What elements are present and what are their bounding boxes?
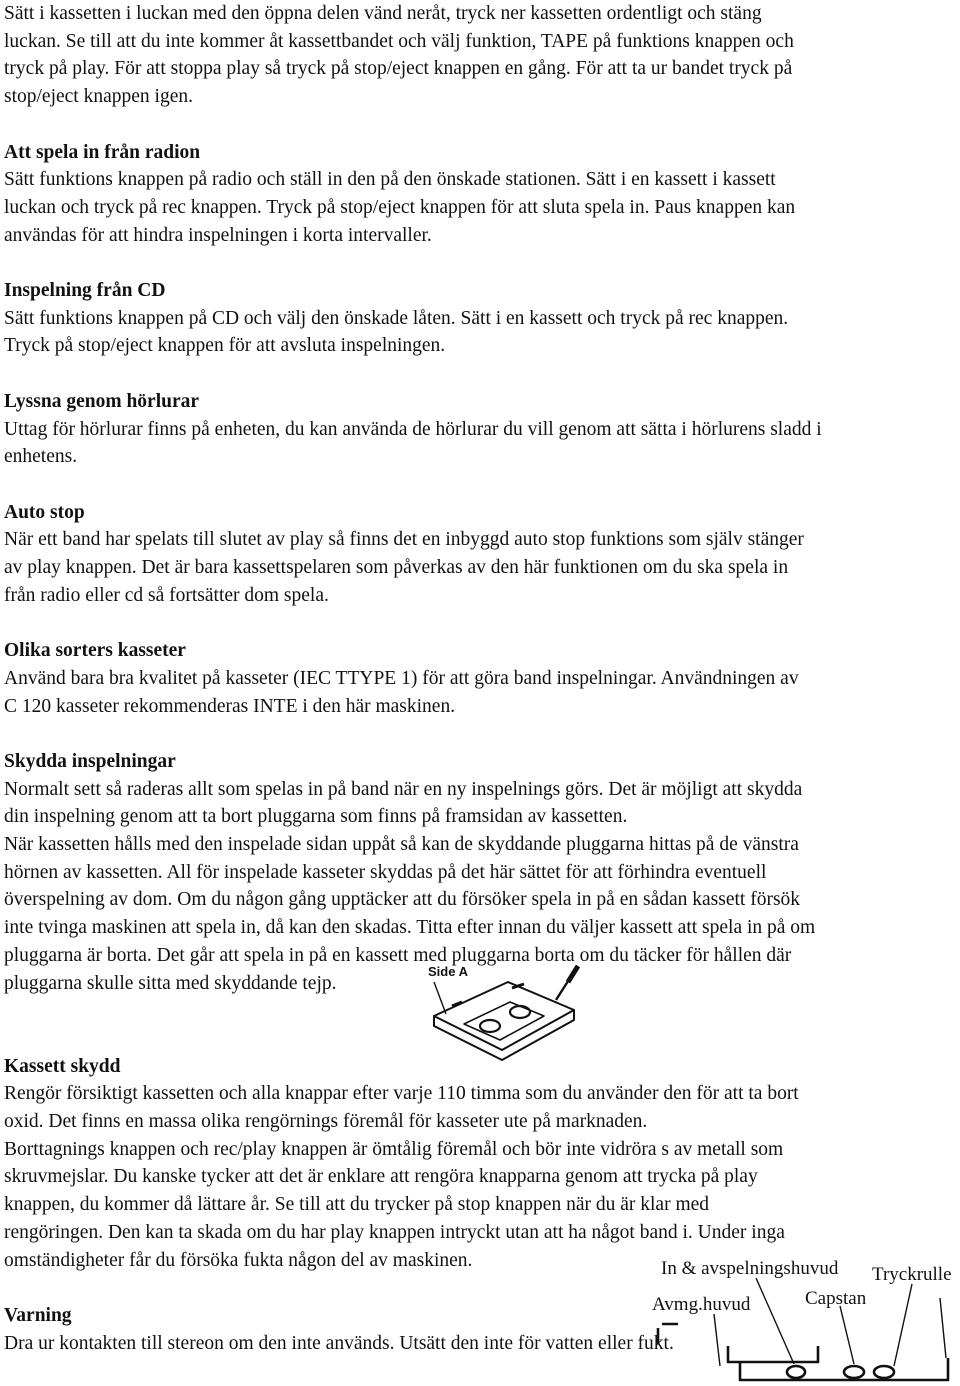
label-pinch-roller: Tryckrulle	[872, 1264, 952, 1285]
section-line: oxid. Det finns en massa olika rengörnings föremål för kasseter ute på marknaden.	[4, 1111, 648, 1132]
section-line: C 120 kasseter rekommenderas INTE i den här maskinen.	[4, 695, 456, 717]
erase-head-bracket	[658, 1324, 678, 1344]
section-line: Sätt funktions knappen på radio och ställ in den på den önskade stationen. Sätt i en kassett i kassett	[4, 169, 776, 191]
section-heading: Att spela in från radion	[4, 141, 201, 163]
cassette-reel-right	[510, 1006, 530, 1018]
section-heading: Kassett skydd	[4, 1055, 121, 1077]
label-record-playback-head: In & avspelningshuvud	[661, 1258, 839, 1279]
section-heading: Skydda inspelningar	[4, 750, 176, 772]
section-line: När ett band har spelats till slutet av play så finns det en inbyggd auto stop funktions som själv stänger	[4, 529, 804, 551]
pointer-pinch-roller	[894, 1284, 912, 1366]
intro-line: stop/eject knappen igen.	[4, 86, 193, 108]
plug-pointer-line	[434, 982, 446, 1014]
section-heading: Varning	[4, 1304, 72, 1326]
section-line: användas för att hindra inspelningen i korta intervaller.	[4, 224, 432, 246]
spacer	[4, 111, 956, 139]
spacer	[4, 720, 956, 748]
cassette-edge	[434, 1010, 574, 1060]
section-line: hörnen av kassetten. All för inspelade kasseter skyddas på det här sättet för att förhindra eventuell	[4, 861, 767, 883]
spacer	[4, 360, 956, 388]
section-line: av play knappen. Det är bara kassettspelaren som påverkas av den här funktionen om du ska spela in	[4, 557, 789, 578]
section-line: pluggarna är borta. Det går att spela in på en kassett med pluggarna borta om du täcker för hållen där	[4, 944, 792, 966]
section-line: inte tvinga maskinen att spela in, då kan den skadas. Titta efter innan du väljer kassett att spela in på om	[4, 917, 816, 939]
section-line: Dra ur kontakten till stereon om den inte används. Utsätt den inte för vatten eller fukt.	[4, 1332, 674, 1354]
section-line: luckan och tryck på rec knappen. Tryck på stop/eject knappen för att sluta spela in. Paus knappen kan	[4, 196, 796, 218]
section-line: Sätt funktions knappen på CD och välj den önskade låten. Sätt i en kassett och tryck på rec knappen.	[4, 307, 789, 329]
section-line: Tryck på stop/eject knappen för att avsluta inspelningen.	[4, 335, 446, 357]
manual-page	[4, 0, 956, 1357]
record-head-housing	[728, 1346, 818, 1362]
section-line: Använd bara bra kvalitet på kasseter (IEC TTYPE 1) för att göra band inspelningar. Användningen av	[4, 667, 799, 689]
spacer	[4, 249, 956, 277]
section-line: enhetens.	[4, 446, 78, 468]
section-line: knappen, du kommer då lättare år. Se till att du trycker på stop knappen när du är klar med	[4, 1194, 710, 1216]
section-line: Normalt sett så raderas allt som spelas in på band när en ny inspelnings görs. Det är möjligt att skydda	[4, 778, 803, 800]
intro-paragraph	[4, 0, 956, 111]
section-line: När kassetten hålls med den inspelade sidan uppåt så kan de skyddande pluggarna hittas på de vänstra	[4, 834, 799, 855]
section-line: pluggarna skulle sitta med skyddande tejp.	[4, 972, 337, 994]
spacer	[4, 471, 956, 499]
capstan-shape	[844, 1366, 864, 1378]
cassette-reel-left	[480, 1020, 500, 1032]
intro-line: luckan. Se till att du inte kommer åt kassettbandet och välj funktion, TAPE på funktions knappen och	[4, 30, 794, 52]
pointer-erase-head	[714, 1314, 720, 1366]
section-record-cd	[4, 277, 956, 360]
section-auto-stop	[4, 499, 956, 610]
pointer-capstan	[840, 1306, 854, 1364]
spacer	[4, 609, 956, 637]
section-record-radio	[4, 139, 956, 250]
section-cassette-types	[4, 637, 956, 720]
section-line: rengöringen. Den kan ta skada om du har play knappen intryckt utan att ha något band i. Under inga	[4, 1221, 785, 1243]
section-line: skruvmejslar. Du kanske tycker att det är enklare att rengöra knapparna genom att trycka på play	[4, 1166, 758, 1188]
intro-line: tryck på play. För att stoppa play så tryck på stop/eject knappen en gång. För att ta ur bandet tryck på	[4, 58, 793, 80]
section-headphones	[4, 388, 956, 471]
cassette-shell	[434, 982, 574, 1050]
cassette-side-label: Side A	[428, 964, 468, 979]
intro-line: Sätt i kassetten i luckan med den öppna delen vänd neråt, tryck ner kassetten ordentligt och stäng	[4, 3, 762, 24]
section-line: Borttagnings knappen och rec/play knappen är ömtålig föremål och bör inte vidröra s av metall som	[4, 1138, 784, 1160]
screwdriver-handle	[568, 966, 578, 982]
pointer-right-edge	[940, 1298, 946, 1358]
section-heading: Auto stop	[4, 501, 85, 523]
section-line: från radio eller cd så fortsätter dom spela.	[4, 584, 329, 606]
section-heading: Olika sorters kasseter	[4, 640, 186, 662]
section-cassette-care	[4, 1053, 956, 1275]
section-heading: Lyssna genom hörlurar	[4, 390, 200, 412]
section-line: Uttag för hörlurar finns på enheten, du kan använda de hörlurar du vill genom att sätta i hörlurens sladd i	[4, 418, 822, 440]
pointer-record-head	[756, 1278, 794, 1364]
tape-head-diagram	[648, 1254, 960, 1386]
section-heading: Inspelning från CD	[4, 280, 166, 301]
section-line: omständigheter får du försöka fukta någon del av maskinen.	[4, 1249, 473, 1271]
label-capstan: Capstan	[805, 1288, 867, 1309]
cassette-illustration	[412, 960, 588, 1072]
section-line: Rengör försiktigt kassetten och alla knappar efter varje 110 timma som du använder den för att ta bort	[4, 1083, 799, 1105]
record-head-shape	[787, 1366, 805, 1378]
label-erase-head: Avmg.huvud	[652, 1294, 751, 1315]
pinch-roller-shape	[874, 1366, 894, 1378]
section-line: din inspelning genom att ta bort pluggarna som finns på framsidan av kassetten.	[4, 806, 628, 828]
section-line: överspelning av dom. Om du någon gång upptäcker att du försöker spela in på en sådan kassett försök	[4, 889, 801, 911]
